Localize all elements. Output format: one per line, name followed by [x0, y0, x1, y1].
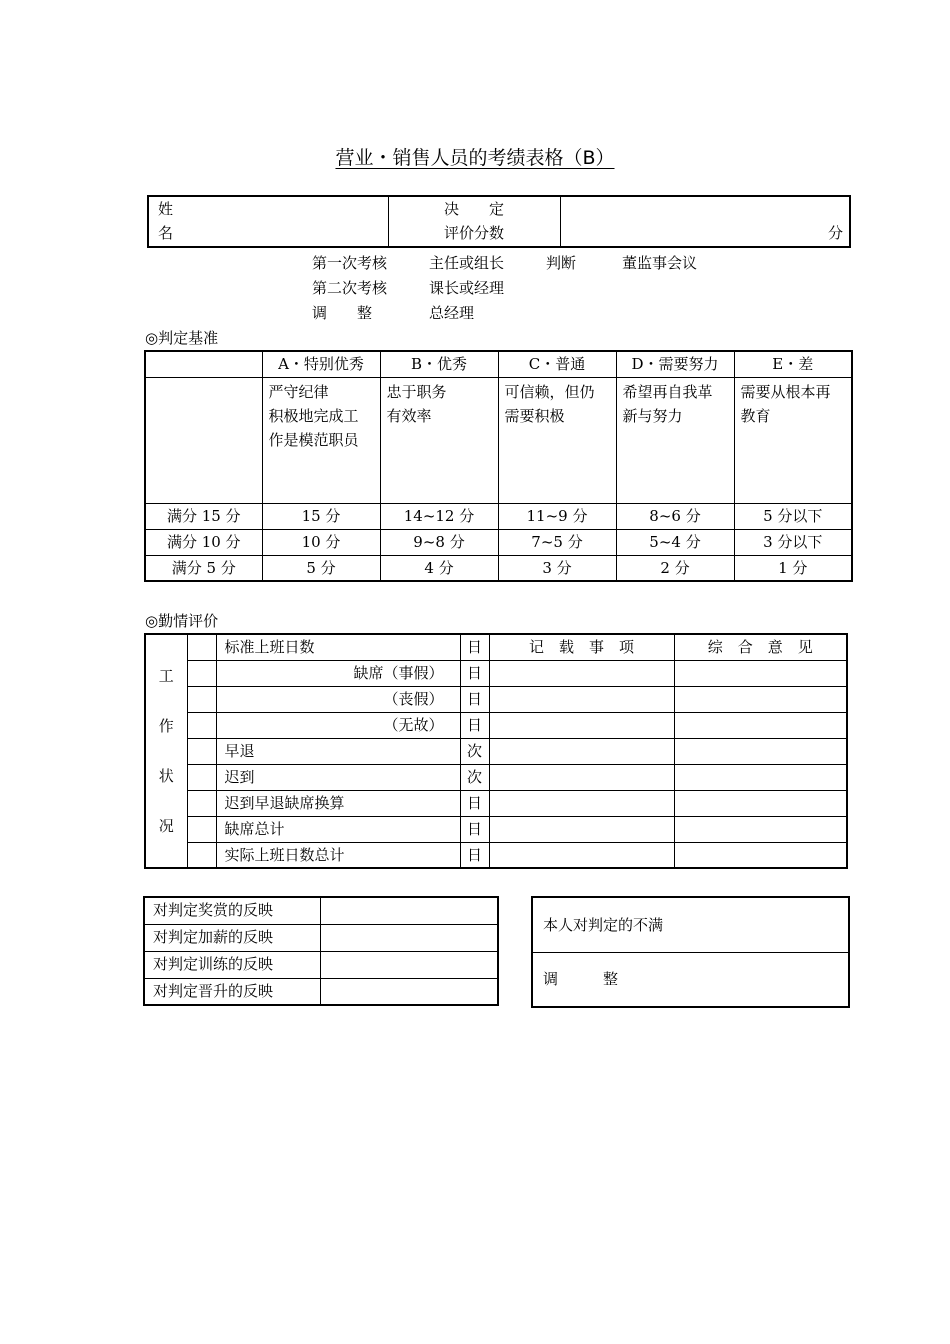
attendance-item: 实际上班日数总计: [216, 842, 460, 868]
attendance-unit: 日: [460, 660, 489, 686]
record-cell[interactable]: [489, 790, 674, 816]
attendance-item: （无故）: [216, 712, 460, 738]
opinion-cell[interactable]: [674, 842, 847, 868]
review-row-2: 第二次考核 课长或经理: [312, 279, 505, 297]
row-checkbox[interactable]: [187, 634, 216, 660]
grade-c: C・普通: [498, 351, 616, 377]
attendance-item: 缺席总计: [216, 816, 460, 842]
record-cell[interactable]: [489, 712, 674, 738]
row-checkbox[interactable]: [187, 790, 216, 816]
row-checkbox[interactable]: [187, 764, 216, 790]
attendance-unit: 日: [460, 790, 489, 816]
reflection-value[interactable]: [320, 897, 498, 924]
attendance-item: 早退: [216, 738, 460, 764]
col-opinion-header: 综 合 意 见: [674, 634, 847, 660]
attendance-unit: 日: [460, 816, 489, 842]
attendance-heading: ◎勤情评价: [145, 612, 219, 630]
row-checkbox[interactable]: [187, 816, 216, 842]
attendance-item: 迟到: [216, 764, 460, 790]
opinion-cell[interactable]: [674, 738, 847, 764]
attendance-unit: 日: [460, 634, 489, 660]
reflection-label: 对判定奖赏的反映: [144, 897, 320, 924]
opinion-cell[interactable]: [674, 660, 847, 686]
reflection-label: 对判定晋升的反映: [144, 978, 320, 1005]
opinion-cell[interactable]: [674, 816, 847, 842]
record-cell[interactable]: [489, 842, 674, 868]
score-row: 满分 5 分 5 分 4 分 3 分 2 分 1 分: [145, 555, 852, 581]
score-row: 满分 10 分 10 分 9~8 分 7~5 分 5~4 分 3 分以下: [145, 529, 852, 555]
desc-a: 严守纪律 积极地完成工 作是模范职员: [262, 377, 380, 503]
attendance-unit: 次: [460, 738, 489, 764]
row-checkbox[interactable]: [187, 842, 216, 868]
score-unit: 分: [827, 224, 843, 242]
grade-b: B・优秀: [380, 351, 498, 377]
page-title: 营业・销售人员的考绩表格（B）: [335, 147, 615, 169]
attendance-unit: 日: [460, 712, 489, 738]
review-row-1: 第一次考核 主任或组长 判断 董监事会议: [312, 254, 698, 272]
record-cell[interactable]: [489, 764, 674, 790]
decision-label-cell: 决 定 评价分数: [388, 196, 560, 247]
name-label-cell: 姓 名: [148, 196, 388, 247]
desc-c: 可信赖，但仍 需要积极: [498, 377, 616, 503]
record-cell[interactable]: [489, 816, 674, 842]
criteria-corner: [145, 351, 262, 377]
record-cell[interactable]: [489, 686, 674, 712]
grade-a: A・特别优秀: [262, 351, 380, 377]
complaint-table: [531, 896, 850, 1008]
desc-b: 忠于职务 有效率: [380, 377, 498, 503]
attendance-item: 标准上班日数: [216, 634, 460, 660]
opinion-cell[interactable]: [674, 790, 847, 816]
reflection-value[interactable]: [320, 951, 498, 978]
desc-e: 需要从根本再 教育: [734, 377, 852, 503]
opinion-cell[interactable]: [674, 712, 847, 738]
row-checkbox[interactable]: [187, 712, 216, 738]
attendance-unit: 日: [460, 842, 489, 868]
review-row-3: 调 整 总经理: [312, 304, 475, 322]
attendance-table: [144, 633, 848, 869]
adjustment-cell[interactable]: 调 整: [532, 952, 849, 1007]
criteria-heading: ◎判定基准: [145, 329, 219, 347]
criteria-table: [144, 350, 853, 582]
dissatisfaction-cell[interactable]: 本人对判定的不满: [532, 897, 849, 952]
record-cell[interactable]: [489, 660, 674, 686]
score-row: 满分 15 分 15 分 14~12 分 11~9 分 8~6 分 5 分以下: [145, 503, 852, 529]
grade-e: E・差: [734, 351, 852, 377]
row-checkbox[interactable]: [187, 686, 216, 712]
score-cell[interactable]: [560, 196, 850, 247]
review-lines: [312, 251, 732, 326]
row-checkbox[interactable]: [187, 738, 216, 764]
attendance-unit: 日: [460, 686, 489, 712]
work-status-label: 工 作 状 况: [145, 634, 187, 868]
attendance-item: （丧假）: [216, 686, 460, 712]
header-table: [147, 195, 851, 248]
row-checkbox[interactable]: [187, 660, 216, 686]
attendance-item: 迟到早退缺席换算: [216, 790, 460, 816]
col-record-header: 记 载 事 项: [489, 634, 674, 660]
record-cell[interactable]: [489, 738, 674, 764]
reflection-value[interactable]: [320, 924, 498, 951]
reflection-label: 对判定训练的反映: [144, 951, 320, 978]
reflection-value[interactable]: [320, 978, 498, 1005]
grade-d: D・需要努力: [616, 351, 734, 377]
attendance-unit: 次: [460, 764, 489, 790]
criteria-desc-empty: [145, 377, 262, 503]
opinion-cell[interactable]: [674, 764, 847, 790]
reflection-table: [143, 896, 499, 1006]
attendance-item: 缺席（事假）: [216, 660, 460, 686]
desc-d: 希望再自我革 新与努力: [616, 377, 734, 503]
reflection-label: 对判定加薪的反映: [144, 924, 320, 951]
opinion-cell[interactable]: [674, 686, 847, 712]
